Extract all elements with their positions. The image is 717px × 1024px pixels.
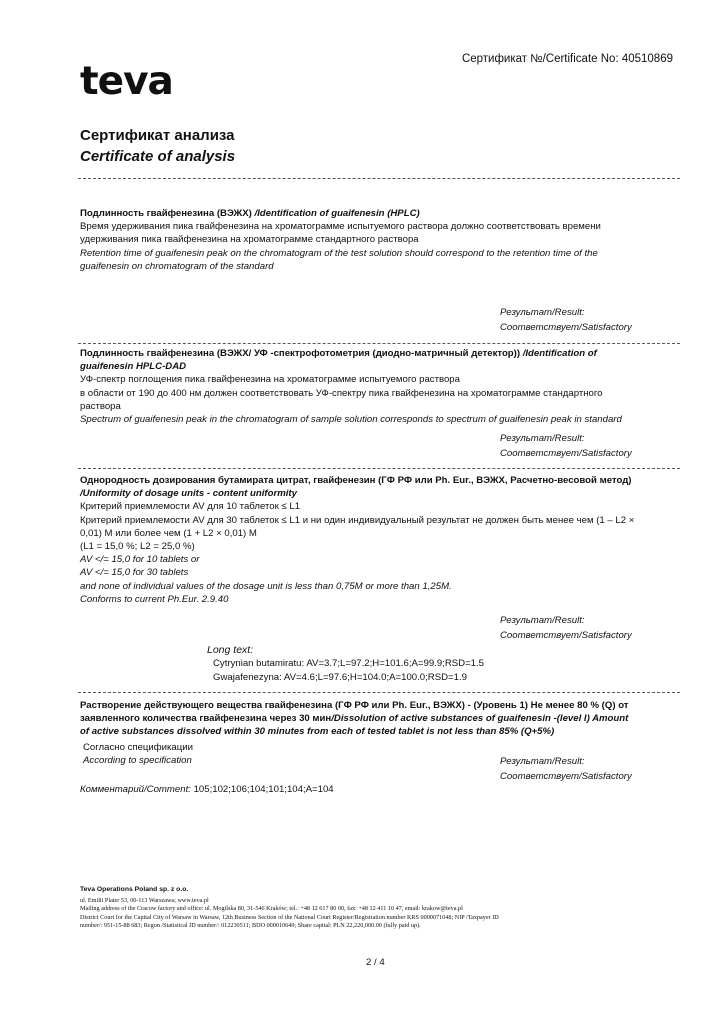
page-title-en: Certificate of analysis [80,148,236,165]
section-identification-hplc: Подлинность гвайфенезина (ВЭЖХ) /Identification of guaifenesin (HPLC) Время удерживания пика гвайфенезина на хроматограмме испытуемого раствора должно соответствовать времени удерживания пика гвайфенезина на хроматограмме стандартного раствора Retention time of guaifenesin peak on the chromatogram of the test solution should correspond to the retention time of the guaifenesin on chromatogram of the standard [80,207,680,273]
section-uniformity: Однородность дозирования бутамирата цитрат, гвайфенезин (ГФ РФ или Ph. Eur., ВЭЖХ, Расчетно-весовой метод) /Uniformity of dosage units - content uniformity Критерий приемлемости AV для 10 таблеток ≤ L1 Критерий приемлемости AV для 30 таблеток ≤ L1 и ни один индивидуальный результат не должен быть менее чем (1 – L2 × 0,01) M или более чем (1 + L2 × 0,01) M (L1 = 15,0 %; L2 = 25,0 %) AV </= 15,0 for 10 tablets or AV </= 15,0 for 30 tablets and none of individual values of the dosage unit is less than 0,75M or more than 1,25M. Conforms to current Ph.Eur. 2.9.40 [80,475,635,605]
comment [80,783,680,796]
section-identification-hplc-dad: Подлинность гвайфенезина (ВЭЖХ/ УФ -спектрофотометрия (диодно-матричный детектор)) /Identification of guaifenesin HPLC-DAD УФ-спектр поглощения пика гвайфенезина на хроматограмме испытуемого раствора в области от 190 до 400 нм должен соответствовать УФ-спектру пика гвайфенезина на хроматограмме стандартного раствора Spectrum of guaifenesin peak in the chromatogram of sample solution corresponds to spectrum of guaifenesin peak in standard [80,347,680,426]
company-footer: Teva Operations Poland sp. z o.o. ul. Emilii Plater 53, 00-113 Warszawa; www.teva.pl Mailing address of the Cracow factory and office: ul. Mogilska 80, 31-546 Kraków; tel.: +48 12 617 80 00, fax: +48 12 411 10 47, email: krakow@teva.pl District Court for the Capital City of Warsaw in Warsaw, 12th Business Section of the National Court Register/Registration number KRS 0000071048; NIP /Taxpayer ID number/: 951-15-88 683; Regon /Statistical ID number/: 012230511; BDO 000010649; Share capital: PLN 22,220,000.00 (fully paid up). [80,886,499,929]
comment-value: 105;102;106;104;101;104;A=104 [193,784,334,795]
divider [78,468,680,469]
comment-label: Комментарий/Comment: [80,784,191,795]
result-section-4: Результат/Result: Соответствует/Satisfactory [500,756,632,782]
divider [78,692,680,693]
long-text: Long text: Cytrynian butamiratu: AV=3.7;L=97.2;H=101.6;A=99.9;RSD=1.5 Gwajafenezyna: AV=4.6;L=97.6;H=104.0;A=100.0;RSD=1.9 [207,644,485,683]
divider [78,178,680,179]
page-title-ru: Сертификат анализа [80,127,235,144]
section-heading: Подлинность гвайфенезина (ВЭЖХ/ УФ -спектрофотометрия (диодно-матричный детектор)) /Identification of [80,348,597,359]
result-section-2: Результат/Result: Соответствует/Satisfactory [500,433,632,459]
specification: Согласно спецификации According to specification [83,742,193,767]
result-section-3: Результат/Result: Соответствует/Satisfactory [500,615,632,641]
certificate-number: Сертификат №/Certificate No: 40510869 [461,53,673,65]
section-dissolution: Растворение действующего вещества гвайфенезина (ГФ РФ или Ph. Eur., ВЭЖХ) - (Уровень 1) Не менее 80 % (Q) от заявленного количества гвайфенезина через 30 мин/Dissolution of active substances of guaifenesin -(level I) Amount of active substances dissolved within 30 minutes from each of tested tablet is not less than 85% (Q+5%) [80,700,629,738]
divider [78,343,680,344]
page-number: 2 / 4 [366,957,385,968]
teva-logo: teva [80,59,173,104]
result-section-1: Результат/Result: Соответствует/Satisfactory [500,307,632,333]
section-heading: Подлинность гвайфенезина (ВЭЖХ) /Identification of guaifenesin (HPLC) [80,208,420,219]
